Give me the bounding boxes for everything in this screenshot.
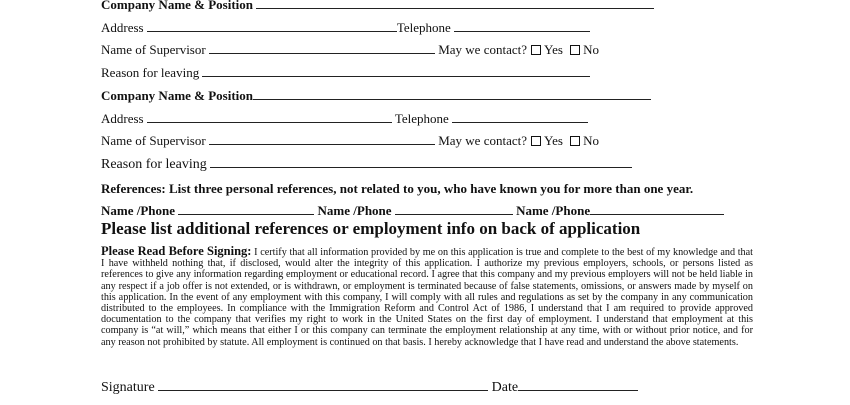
company-position-field[interactable] <box>253 88 651 100</box>
reference-3-label: Name /Phone <box>516 203 591 218</box>
may-contact-label: May we contact? <box>438 42 527 57</box>
supervisor-field[interactable] <box>209 133 435 145</box>
yes-label: Yes <box>544 133 563 148</box>
company-position-field[interactable] <box>256 0 654 9</box>
address-field[interactable] <box>147 20 397 32</box>
references-row <box>101 203 724 219</box>
reason-label: Reason for leaving <box>101 157 207 172</box>
supervisor-row-1 <box>101 42 599 58</box>
reference-1-label: Name /Phone <box>101 203 176 218</box>
company-position-label: Company Name & Position <box>101 88 254 103</box>
company-position-label: Company Name & Position <box>101 0 254 12</box>
reason-field[interactable] <box>210 156 632 168</box>
address-field[interactable] <box>147 111 392 123</box>
date-label: Date <box>491 380 519 395</box>
reason-row-2 <box>101 156 632 173</box>
address-row-1 <box>101 20 590 36</box>
telephone-label: Telephone <box>396 20 451 35</box>
reason-row-1 <box>101 65 590 81</box>
reference-1-field[interactable] <box>178 203 314 215</box>
reason-label: Reason for leaving <box>101 65 200 80</box>
certification-statement <box>101 246 753 348</box>
additional-references-note: Please list additional references or employment info on back of application <box>101 219 641 238</box>
signature-label: Signature <box>101 380 155 395</box>
yes-label: Yes <box>544 42 563 57</box>
date-field[interactable] <box>518 379 638 391</box>
no-checkbox[interactable] <box>570 45 580 55</box>
supervisor-row-2 <box>101 133 599 149</box>
references-heading: References: List three personal references, not related to you, who have known you for more than one year. <box>101 181 694 196</box>
supervisor-label: Name of Supervisor <box>101 133 206 148</box>
reference-2-field[interactable] <box>395 203 513 215</box>
signature-row <box>101 379 638 396</box>
yes-checkbox[interactable] <box>531 45 541 55</box>
yes-checkbox[interactable] <box>531 136 541 146</box>
supervisor-field[interactable] <box>209 42 435 54</box>
telephone-label: Telephone <box>394 111 449 126</box>
signature-field[interactable] <box>158 379 488 391</box>
statement-body: I certify that all information provided by me on this application is true and complete to the best of my knowledge and that I have withheld nothing that, if disclosed, would alter the integrity of this application. I authorize my previous employers, schools, or persons listed as references to give any information regarding employment or educational record. I agree that this company and my previous employers will not be held liable in any respect if a job offer is not extended, or is withdrawn, or employment is terminated because of false statements, omissions, or answers made by myself on this application. In the event of any employment with this company, I will comply with all rules and regulations as set by the company in any communication distributed to the employees. In compliance with the Immigration Reform and Control Act of 1986, I understand that I am required to provide approved documentation to the company that verifies my right to work in the United States on the first day of employment. I understand that employment at this company is “at will,” which means that either I or this company can terminate the employment relationship at any time, with or without prior notice, and for any reason not prohibited by statute. All employment is continued on that basis. I hereby acknowledge that I have read and understand the above statements. <box>101 247 753 348</box>
telephone-field[interactable] <box>452 111 588 123</box>
reference-2-label: Name /Phone <box>317 203 392 218</box>
reason-field[interactable] <box>202 65 590 77</box>
no-label: No <box>583 42 600 57</box>
supervisor-label: Name of Supervisor <box>101 42 206 57</box>
address-row-2 <box>101 111 588 127</box>
reference-3-field[interactable] <box>590 203 724 215</box>
may-contact-label: May we contact? <box>438 133 527 148</box>
company-position-row-2 <box>101 88 651 104</box>
company-position-row-1 <box>101 0 654 13</box>
no-label: No <box>583 133 600 148</box>
address-label: Address <box>101 111 144 126</box>
no-checkbox[interactable] <box>570 136 580 146</box>
address-label: Address <box>101 20 144 35</box>
telephone-field[interactable] <box>454 20 590 32</box>
statement-lead: Please Read Before Signing: <box>101 244 252 258</box>
